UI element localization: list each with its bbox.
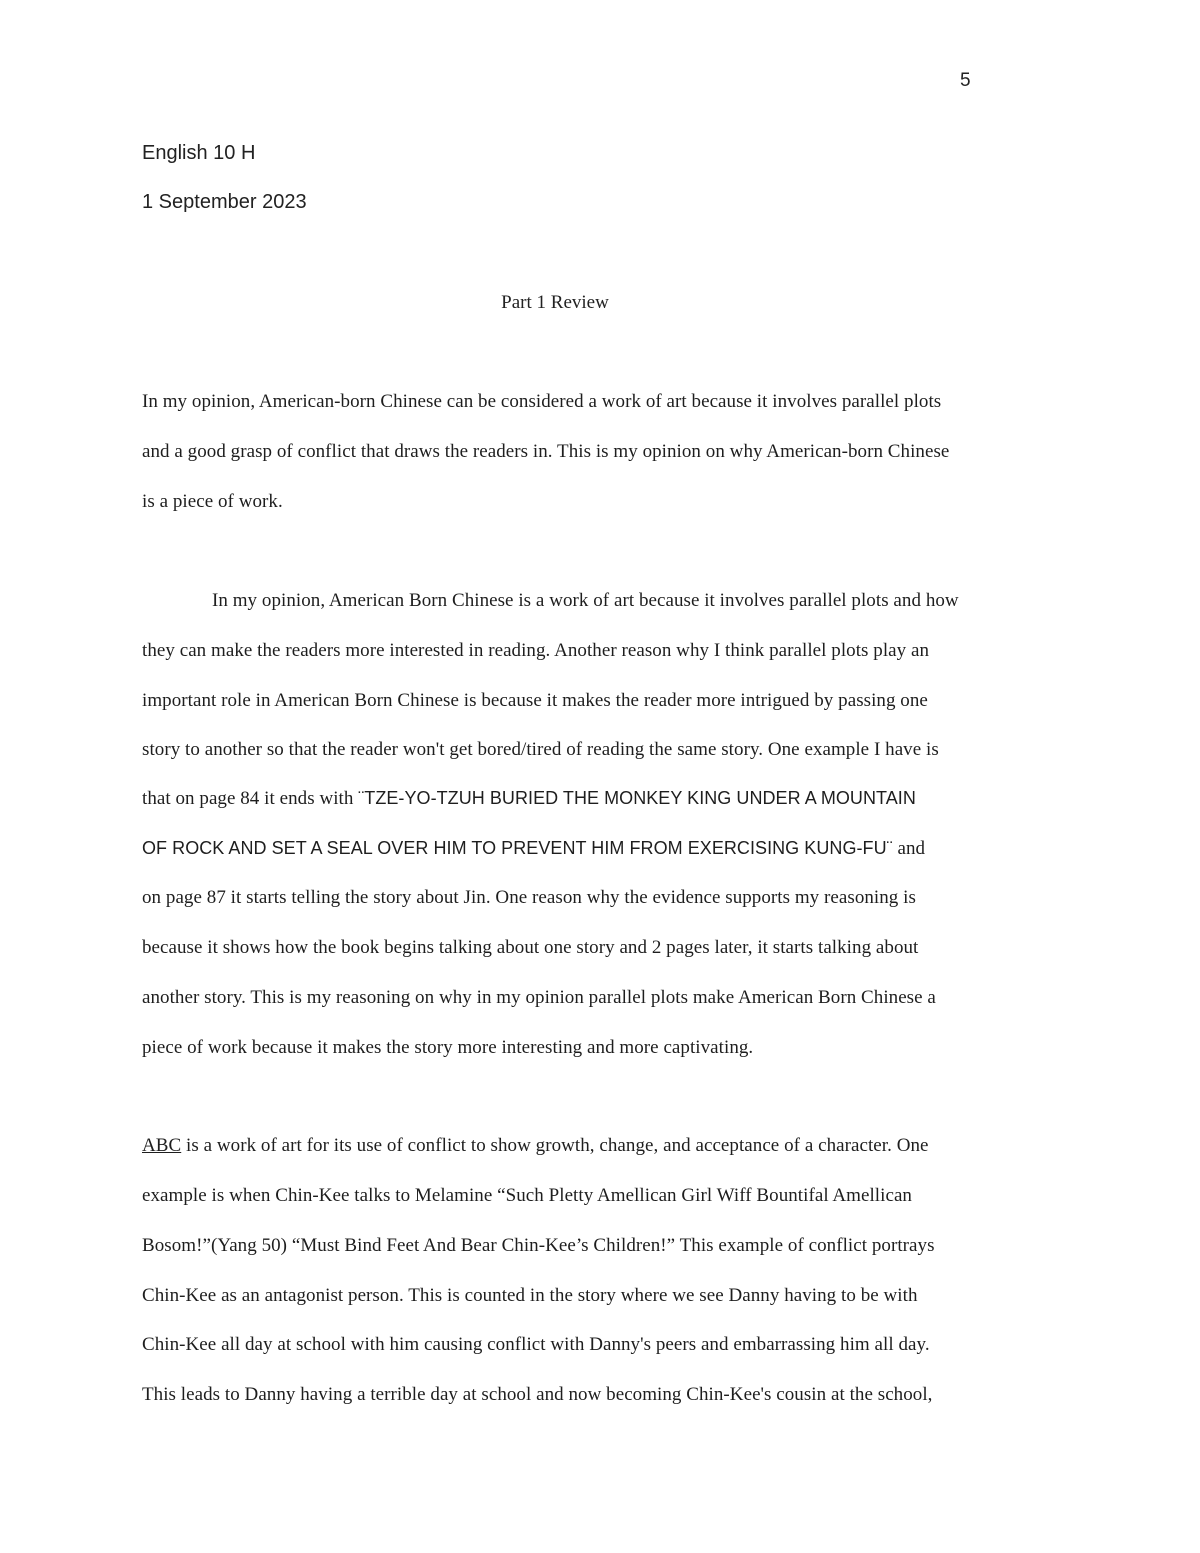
intro-line: and a good grasp of conflict that draws the readers in. This is my opinion on why American-born Chinese <box>142 441 950 462</box>
paragraph-line: Chin-Kee as an antagonist person. This is counted in the story where we see Danny having to be with <box>142 1285 918 1306</box>
paragraph-line: story to another so that the reader won't get bored/tired of reading the same story. One example I have is <box>142 739 939 760</box>
intro-line: is a piece of work. <box>142 491 283 512</box>
class-name: English 10 H <box>142 142 256 164</box>
paragraph-line: another story. This is my reasoning on why in my opinion parallel plots make American Born Chinese a <box>142 987 936 1008</box>
date: 1 September 2023 <box>142 191 307 213</box>
paragraph-line: on page 87 it starts telling the story about Jin. One reason why the evidence supports my reasoning is <box>142 887 916 908</box>
paragraph-line: Chin-Kee all day at school with him causing conflict with Danny's peers and embarrassing him all day. <box>142 1334 930 1355</box>
paragraph-text: is a work of art for its use of conflict to show growth, change, and acceptance of a character. One <box>181 1135 929 1156</box>
paragraph-line <box>142 838 925 860</box>
paragraph-line <box>142 1135 929 1157</box>
paragraph-text: that on page 84 it ends with <box>142 788 359 809</box>
paragraph-line: because it shows how the book begins talking about one story and 2 pages later, it starts talking about <box>142 937 919 958</box>
paragraph-text: and <box>892 838 926 859</box>
paragraph-line: Bosom!”(Yang 50) “Must Bind Feet And Bear Chin-Kee’s Children!” This example of conflict portrays <box>142 1235 935 1256</box>
paragraph-line: example is when Chin-Kee talks to Melamine “Such Pletty Amellican Girl Wiff Bountifal Amellican <box>142 1185 912 1206</box>
quoted-text: ¨TZE-YO-TZUH BURIED THE MONKEY KING UNDER A MOUNTAIN <box>358 788 916 808</box>
paragraph-line: In my opinion, American Born Chinese is a work of art because it involves parallel plots and how <box>212 590 959 611</box>
abbreviation-abc: ABC <box>142 1135 182 1156</box>
paragraph-line: important role in American Born Chinese is because it makes the reader more intrigued by passing one <box>142 690 928 711</box>
paragraph-line: This leads to Danny having a terrible day at school and now becoming Chin-Kee's cousin at the school, <box>142 1384 933 1405</box>
paragraph-line <box>142 788 916 810</box>
paragraph-line: piece of work because it makes the story more interesting and more captivating. <box>142 1037 754 1058</box>
page-number: 5 <box>960 70 971 91</box>
document-title: Part 1 Review <box>501 292 609 313</box>
intro-line: In my opinion, American-born Chinese can be considered a work of art because it involves parallel plots <box>142 391 942 412</box>
paragraph-line: they can make the readers more interested in reading. Another reason why I think parallel plots play an <box>142 640 930 661</box>
quoted-text: OF ROCK AND SET A SEAL OVER HIM TO PREVENT HIM FROM EXERCISING KUNG-FU¨ <box>142 838 893 858</box>
